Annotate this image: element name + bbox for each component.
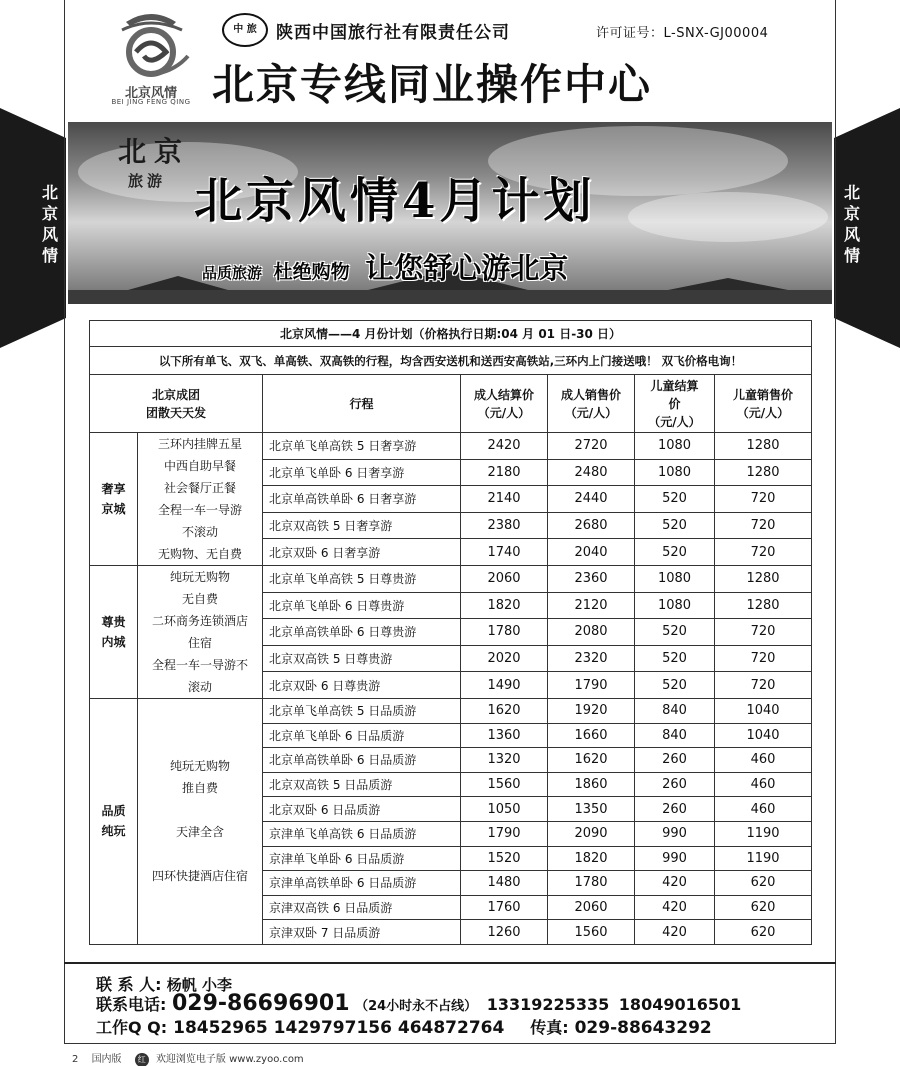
price-adult-settle: 1050 bbox=[461, 797, 548, 822]
header-route: 行程 bbox=[263, 375, 461, 433]
price-child-settle: 520 bbox=[635, 486, 715, 513]
price-adult-settle: 2420 bbox=[461, 433, 548, 460]
price-child-sale: 460 bbox=[715, 797, 812, 822]
price-child-settle: 1080 bbox=[635, 433, 715, 460]
route-name: 北京双卧 6 日尊贵游 bbox=[263, 672, 461, 699]
company-name: 陕西中国旅行社有限责任公司 bbox=[276, 23, 510, 43]
tour-category: 尊贵 内城 bbox=[90, 566, 138, 699]
header-group: 北京成团 团散天天发 bbox=[90, 375, 263, 433]
table-row bbox=[90, 566, 812, 593]
price-child-sale: 720 bbox=[715, 645, 812, 672]
slogan-quality: 品质旅游 bbox=[202, 264, 263, 282]
route-name: 北京单高铁单卧 6 日尊贵游 bbox=[263, 619, 461, 646]
price-child-sale: 720 bbox=[715, 672, 812, 699]
price-child-settle: 520 bbox=[635, 539, 715, 566]
price-adult-sale: 2480 bbox=[548, 459, 635, 486]
route-name: 北京单飞单卧 6 日奢享游 bbox=[263, 459, 461, 486]
price-adult-sale: 1860 bbox=[548, 772, 635, 797]
price-adult-sale: 2060 bbox=[548, 895, 635, 920]
price-child-settle: 260 bbox=[635, 797, 715, 822]
route-name: 北京双高铁 5 日品质游 bbox=[263, 772, 461, 797]
header-adult-settle: 成人结算价 （元/人） bbox=[461, 375, 548, 433]
edition-label: 国内版 bbox=[91, 1054, 122, 1065]
footer-divider bbox=[64, 962, 836, 964]
welcome-link[interactable]: 欢迎浏览电子版 www.zyoo.com bbox=[155, 1054, 304, 1065]
price-adult-sale: 2120 bbox=[548, 592, 635, 619]
price-child-sale: 1040 bbox=[715, 699, 812, 724]
qq-numbers: 18452965 1429797156 464872764 bbox=[173, 1018, 505, 1038]
route-name: 京津单高铁单卧 6 日品质游 bbox=[263, 871, 461, 896]
page-title: 北京专线同业操作中心 bbox=[212, 60, 653, 109]
price-adult-sale: 1560 bbox=[548, 920, 635, 945]
price-child-sale: 620 bbox=[715, 871, 812, 896]
table-row bbox=[90, 433, 812, 460]
phone-main: 029-86696901 bbox=[171, 991, 350, 1016]
price-child-sale: 1280 bbox=[715, 566, 812, 593]
price-child-sale: 1190 bbox=[715, 821, 812, 846]
price-child-sale: 620 bbox=[715, 895, 812, 920]
price-adult-settle: 1760 bbox=[461, 895, 548, 920]
fax-label: 传真: bbox=[530, 1018, 569, 1037]
ribbon-text: 北京风情 bbox=[41, 183, 58, 265]
price-adult-settle: 1780 bbox=[461, 619, 548, 646]
price-adult-settle: 1740 bbox=[461, 539, 548, 566]
price-adult-settle: 1320 bbox=[461, 748, 548, 773]
price-adult-sale: 1660 bbox=[548, 723, 635, 748]
header-adult-sale: 成人销售价 （元/人） bbox=[548, 375, 635, 433]
price-child-settle: 1080 bbox=[635, 592, 715, 619]
cloud-shape bbox=[628, 192, 828, 242]
logo-text: 北京风情 bbox=[124, 86, 177, 101]
price-child-settle: 260 bbox=[635, 748, 715, 773]
price-adult-sale: 1620 bbox=[548, 748, 635, 773]
contact-qq bbox=[96, 1015, 712, 1038]
price-child-sale: 720 bbox=[715, 512, 812, 539]
price-adult-sale: 1820 bbox=[548, 846, 635, 871]
header-child-settle: 儿童结算 价 （元/人） bbox=[635, 375, 715, 433]
price-child-settle: 990 bbox=[635, 846, 715, 871]
price-child-settle: 420 bbox=[635, 895, 715, 920]
contact-label: 联 系 人: bbox=[96, 975, 162, 994]
route-name: 北京双高铁 5 日尊贵游 bbox=[263, 645, 461, 672]
left-side-ribbon bbox=[0, 108, 66, 348]
tour-category: 奢享 京城 bbox=[90, 433, 138, 566]
table-row bbox=[90, 699, 812, 724]
license-number: 许可证号：L-SNX-GJ00004 bbox=[596, 26, 769, 41]
route-name: 北京单飞单卧 6 日尊贵游 bbox=[263, 592, 461, 619]
tour-features: 三环内挂牌五星 中西自助早餐 社会餐厅正餐 全程一车一导游 不滚动 无购物、无自费 bbox=[138, 433, 263, 566]
price-adult-sale: 2440 bbox=[548, 486, 635, 513]
tour-category: 品质 纯玩 bbox=[90, 699, 138, 945]
price-child-sale: 1280 bbox=[715, 459, 812, 486]
price-adult-sale: 2360 bbox=[548, 566, 635, 593]
table-caption: 北京风情——4 月份计划（价格执行日期:04 月 01 日-30 日） bbox=[90, 321, 812, 347]
page-footer-bar bbox=[72, 1050, 314, 1066]
price-adult-sale: 2090 bbox=[548, 821, 635, 846]
price-child-sale: 620 bbox=[715, 920, 812, 945]
price-adult-settle: 2180 bbox=[461, 459, 548, 486]
bottom-divider bbox=[64, 1043, 836, 1044]
banner-title: 北京风情4月计划 bbox=[194, 173, 596, 229]
price-child-settle: 520 bbox=[635, 512, 715, 539]
phone-label: 联系电话: bbox=[96, 995, 167, 1014]
price-child-sale: 460 bbox=[715, 772, 812, 797]
price-adult-settle: 1480 bbox=[461, 871, 548, 896]
banner-brand-line1: 北京 bbox=[118, 135, 191, 168]
price-adult-sale: 1920 bbox=[548, 699, 635, 724]
route-name: 北京单飞单高铁 5 日品质游 bbox=[263, 699, 461, 724]
fax-number: 029-88643292 bbox=[574, 1018, 712, 1038]
mobile-2: 18049016501 bbox=[618, 995, 742, 1014]
price-adult-sale: 2040 bbox=[548, 539, 635, 566]
price-adult-sale: 2720 bbox=[548, 433, 635, 460]
price-child-settle: 520 bbox=[635, 619, 715, 646]
promo-banner bbox=[68, 122, 832, 304]
route-name: 京津双卧 7 日品质游 bbox=[263, 920, 461, 945]
header-child-sale: 儿童销售价 （元/人） bbox=[715, 375, 812, 433]
price-child-settle: 840 bbox=[635, 723, 715, 748]
price-adult-sale: 2680 bbox=[548, 512, 635, 539]
price-adult-settle: 2060 bbox=[461, 566, 548, 593]
price-adult-settle: 1560 bbox=[461, 772, 548, 797]
price-child-sale: 720 bbox=[715, 539, 812, 566]
price-child-settle: 420 bbox=[635, 920, 715, 945]
price-adult-settle: 1260 bbox=[461, 920, 548, 945]
tour-features: 纯玩无购物 无自费 二环商务连锁酒店 住宿 全程一车一导游不 滚动 bbox=[138, 566, 263, 699]
route-name: 北京双高铁 5 日奢享游 bbox=[263, 512, 461, 539]
price-child-sale: 1280 bbox=[715, 592, 812, 619]
price-child-settle: 1080 bbox=[635, 459, 715, 486]
contact-names: 杨帆 小李 bbox=[166, 976, 233, 994]
price-adult-settle: 1490 bbox=[461, 672, 548, 699]
route-name: 北京双卧 6 日品质游 bbox=[263, 797, 461, 822]
price-adult-settle: 2380 bbox=[461, 512, 548, 539]
price-child-sale: 720 bbox=[715, 486, 812, 513]
price-child-settle: 520 bbox=[635, 672, 715, 699]
company-badge-icon: 中 旅 bbox=[222, 13, 268, 47]
price-child-sale: 1040 bbox=[715, 723, 812, 748]
price-child-settle: 1080 bbox=[635, 566, 715, 593]
price-child-settle: 420 bbox=[635, 871, 715, 896]
route-name: 北京双卧 6 日奢享游 bbox=[263, 539, 461, 566]
contact-phone bbox=[96, 991, 741, 1016]
route-name: 北京单高铁单卧 6 日品质游 bbox=[263, 748, 461, 773]
price-child-settle: 990 bbox=[635, 821, 715, 846]
price-adult-settle: 2020 bbox=[461, 645, 548, 672]
phone-note: （24小时永不占线） bbox=[355, 999, 478, 1014]
table-notice: 以下所有单飞、双飞、单高铁、双高铁的行程，均含西安送机和送西安高铁站,三环内上门接送哦！ 双飞价格电询！ bbox=[90, 347, 812, 375]
tour-features: 纯玩无购物 推自费 天津全含 四环快捷酒店住宿 bbox=[138, 699, 263, 945]
page-number: 2 bbox=[72, 1054, 79, 1065]
swirl-logo-icon bbox=[96, 4, 206, 84]
mobile-1: 13319225335 bbox=[486, 995, 610, 1014]
route-name: 京津单飞单卧 6 日品质游 bbox=[263, 846, 461, 871]
price-child-sale: 720 bbox=[715, 619, 812, 646]
price-adult-settle: 1790 bbox=[461, 821, 548, 846]
price-adult-sale: 1790 bbox=[548, 672, 635, 699]
price-adult-sale: 1350 bbox=[548, 797, 635, 822]
price-adult-settle: 1820 bbox=[461, 592, 548, 619]
price-child-settle: 840 bbox=[635, 699, 715, 724]
price-adult-settle: 1520 bbox=[461, 846, 548, 871]
price-child-sale: 1280 bbox=[715, 433, 812, 460]
ribbon-text: 北京风情 bbox=[843, 183, 860, 265]
price-adult-settle: 1620 bbox=[461, 699, 548, 724]
price-table bbox=[89, 320, 812, 945]
price-adult-sale: 2080 bbox=[548, 619, 635, 646]
logo-subtext: BEI JING FENG QING bbox=[111, 98, 191, 106]
qq-label: 工作Q Q: bbox=[96, 1018, 168, 1037]
price-child-sale: 1190 bbox=[715, 846, 812, 871]
banner-slogan bbox=[202, 246, 568, 287]
slogan-no-shopping: 杜绝购物 bbox=[273, 261, 350, 283]
route-name: 北京单高铁单卧 6 日奢享游 bbox=[263, 486, 461, 513]
brand-logo bbox=[96, 4, 206, 108]
banner-brand-line2: 旅游 bbox=[128, 172, 167, 190]
slogan-enjoy-beijing: 让您舒心游北京 bbox=[365, 251, 569, 285]
route-name: 北京单飞单高铁 5 日尊贵游 bbox=[263, 566, 461, 593]
route-name: 北京单飞单卧 6 日品质游 bbox=[263, 723, 461, 748]
right-side-ribbon bbox=[834, 108, 900, 348]
price-adult-sale: 1780 bbox=[548, 871, 635, 896]
route-name: 北京单飞单高铁 5 日奢享游 bbox=[263, 433, 461, 460]
price-adult-settle: 2140 bbox=[461, 486, 548, 513]
price-child-settle: 520 bbox=[635, 645, 715, 672]
price-child-settle: 260 bbox=[635, 772, 715, 797]
price-adult-sale: 2320 bbox=[548, 645, 635, 672]
price-child-sale: 460 bbox=[715, 748, 812, 773]
hong-badge-icon: 红 bbox=[135, 1053, 149, 1066]
route-name: 京津双高铁 6 日品质游 bbox=[263, 895, 461, 920]
price-adult-settle: 1360 bbox=[461, 723, 548, 748]
route-name: 京津单飞单高铁 6 日品质游 bbox=[263, 821, 461, 846]
